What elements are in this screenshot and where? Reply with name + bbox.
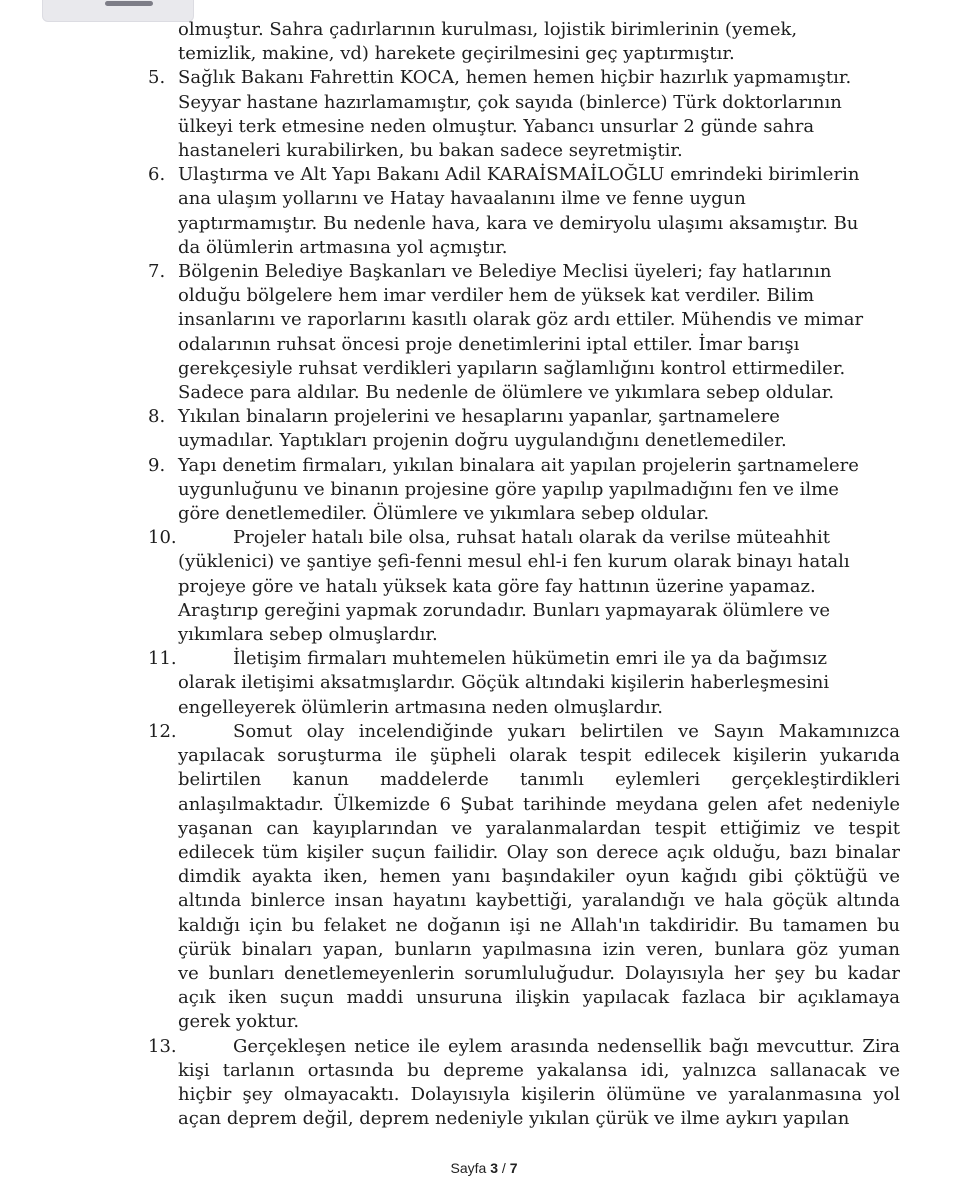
text-line: açan deprem değil, deprem nedeniyle yıkılan çürük ve ilme aykırı yapılan — [178, 1108, 850, 1130]
text-line: Bölgenin Belediye Başkanları ve Belediye Meclisi üyeleri; fay hatlarının — [178, 261, 832, 283]
list-item-text — [178, 647, 900, 720]
continued-text-line: temizlik, makine, vd) harekete geçirilmesini geç yaptırmıştır. — [178, 43, 735, 65]
list-item-text — [178, 163, 900, 260]
list-item-number: 12. — [148, 720, 177, 742]
text-line: ana ulaşım yollarını ve Hatay havaalanını ilme ve fenne uygun — [178, 188, 746, 210]
text-line: projeye göre ve hatalı yüksek kata göre fay hattının üzerine yapamaz. — [178, 575, 816, 597]
text-line: insanlarını ve raporlarını kasıtlı olarak göz ardı ettiler. Mühendis ve mimar — [178, 309, 864, 331]
text-line: olduğu bölgelere hem imar verdiler hem de yüksek kat verdiler. Bilim — [178, 285, 815, 307]
list-item-text — [178, 405, 900, 453]
text-line: uymadılar. Yaptıkları projenin doğru uygulandığını denetlemediler. — [178, 430, 787, 452]
text-line: Projeler hatalı bile olsa, ruhsat hatalı olarak da verilse müteahhit — [233, 527, 830, 549]
text-line: Ulaştırma ve Alt Yapı Bakanı Adil KARAİSMAİLOĞLU emrindeki birimlerin — [178, 164, 860, 186]
text-line: anlaşılmaktadır. Ülkemizde 6 Şubat tarihinde meydana gelen afet nedeniyle — [178, 793, 900, 815]
text-line: dimdik ayakta iken, hemen yanı başındakiler oyun kağıdı gibi çöktüğü ve — [178, 866, 900, 888]
list-item — [140, 647, 900, 720]
list-item — [140, 454, 900, 527]
text-line: engelleyerek ölümlerin artmasına neden olmuşlardır. — [178, 696, 663, 718]
text-line: Seyyar hastane hazırlamamıştır, çok sayıda (binlerce) Türk doktorlarının — [178, 91, 842, 113]
list-item-text — [178, 260, 900, 405]
text-line: ve bunları denetlemeyenlerin sorumluluğudur. Dolayısıyla her şey bu kadar — [178, 962, 900, 984]
page-separator: / — [501, 1160, 506, 1176]
list-item-text — [178, 1035, 900, 1132]
text-line: (yüklenici) ve şantiye şefi-fenni mesul ehl-i fen kurum olarak binayı hatalı — [178, 551, 850, 573]
list-item — [140, 1035, 900, 1132]
text-line: ülkeyi terk etmesine neden olmuştur. Yabancı unsurlar 2 günde sahra — [178, 115, 815, 137]
list-item-number: 13. — [148, 1035, 177, 1057]
text-line: yaşanan can kayıplarından ve yaralanmalardan tespit ettiğimiz ve tespit — [178, 817, 900, 839]
toolbar-indicator — [105, 1, 153, 6]
text-line: açık iken suçun maddi unsuruna ilişkin yapılacak fazlaca bir açıklamaya — [178, 987, 900, 1009]
text-line: yapılacak soruşturma ile şüpheli olarak tespit edilecek kişilerin yukarıda — [178, 745, 900, 767]
page-current-number: 3 — [490, 1160, 499, 1176]
text-line: gerek yoktur. — [178, 1011, 300, 1033]
text-line: uygunluğunu ve binanın projesine göre yapılıp yapılmadığını fen ve ilme — [178, 478, 839, 500]
text-line: edilecek tüm kişiler suçun failidir. Olay son derece açık olduğu, bazı binalar — [178, 841, 900, 863]
numbered-list — [140, 66, 900, 1131]
text-line: da ölümlerin artmasına yol açmıştır. — [178, 236, 508, 258]
page-total-number: 7 — [509, 1160, 518, 1176]
text-line: Sadece para aldılar. Bu nedenle de ölümlere ve yıkımlara sebep oldular. — [178, 382, 835, 404]
document-body — [140, 18, 900, 1131]
text-line: altında binlerce insan hayatını kaybettiği, yaralandığı ve hala göçük altında — [178, 890, 900, 912]
list-item — [140, 163, 900, 260]
list-item-text — [178, 454, 900, 527]
list-item-text — [178, 720, 900, 1035]
text-line: Gerçekleşen netice ile eylem arasında nedensellik bağı mevcuttur. Zira — [233, 1035, 900, 1057]
text-line: hastaneleri kurabilirken, bu bakan sadece seyretmiştir. — [178, 140, 683, 162]
list-item-number: 5. — [148, 67, 166, 89]
text-line: göre denetlemediler. Ölümlere ve yıkımlara sebep oldular. — [178, 503, 710, 525]
text-line: hiçbir şey olmayacaktı. Dolayısıyla kişilerin ölümüne ve yaralanmasına yol — [178, 1083, 900, 1105]
text-line: Araştırıp gereğini yapmak zorundadır. Bunları yapmayarak ölümlere ve — [178, 599, 831, 621]
text-line: yaptırmamıştır. Bu nedenle hava, kara ve demiryolu ulaşımı aksamıştır. Bu — [178, 212, 859, 234]
continued-text-line: olmuştur. Sahra çadırlarının kurulması, lojistik birimlerinin (yemek, — [178, 19, 798, 40]
text-line: Yıkılan binaların projelerini ve hesaplarını yapanlar, şartnamelere — [178, 406, 780, 428]
text-line: olarak iletişimi aksatmışlardır. Göçük altındaki kişilerin haberleşmesini — [178, 672, 830, 694]
list-item — [140, 260, 900, 405]
text-line: kaldığı için bu felaket ne doğanın işi ne Allah'ın takdiridir. Bu tamamen bu — [178, 914, 900, 936]
list-item-number: 9. — [148, 454, 166, 476]
list-item-text — [178, 526, 900, 647]
page-label: Sayfa — [450, 1160, 487, 1176]
text-line: İletişim firmaları muhtemelen hükümetin emri ile ya da bağımsız — [233, 648, 827, 670]
list-item-number: 11. — [148, 648, 177, 670]
list-item-text — [178, 66, 900, 163]
text-line: Sağlık Bakanı Fahrettin KOCA, hemen hemen hiçbir hazırlık yapmamıştır. — [178, 67, 852, 89]
text-line: gerekçesiyle ruhsat verdikleri yapıların sağlamlığını kontrol ettirmediler. — [178, 357, 846, 379]
page-footer — [0, 1160, 968, 1176]
list-item — [140, 405, 900, 453]
text-line: çürük binaları yapan, bunların yapılmasına izin veren, bunlara göz yuman — [178, 938, 900, 960]
text-line: Yapı denetim firmaları, yıkılan binalara ait yapılan projelerin şartnamelere — [178, 454, 859, 476]
text-line: odalarının ruhsat öncesi proje denetimlerini iptal ettiler. İmar barışı — [178, 333, 800, 355]
list-item-number: 10. — [148, 527, 177, 549]
list-item-number: 8. — [148, 406, 166, 428]
list-item — [140, 526, 900, 647]
text-line: Somut olay incelendiğinde yukarı belirtilen ve Sayın Makamınızca — [233, 720, 900, 742]
list-item — [140, 66, 900, 163]
list-item-number: 7. — [148, 261, 166, 283]
text-line: belirtilen kanun maddelerde tanımlı eylemleri gerçekleştirdikleri — [178, 769, 900, 791]
text-line: yıkımlara sebep olmuşlardır. — [178, 624, 438, 646]
list-item — [140, 720, 900, 1035]
text-line: kişi tarlanın ortasında bu depreme yakalansa idi, yalnızca sallanacak ve — [178, 1059, 900, 1081]
list-item-number: 6. — [148, 164, 166, 186]
